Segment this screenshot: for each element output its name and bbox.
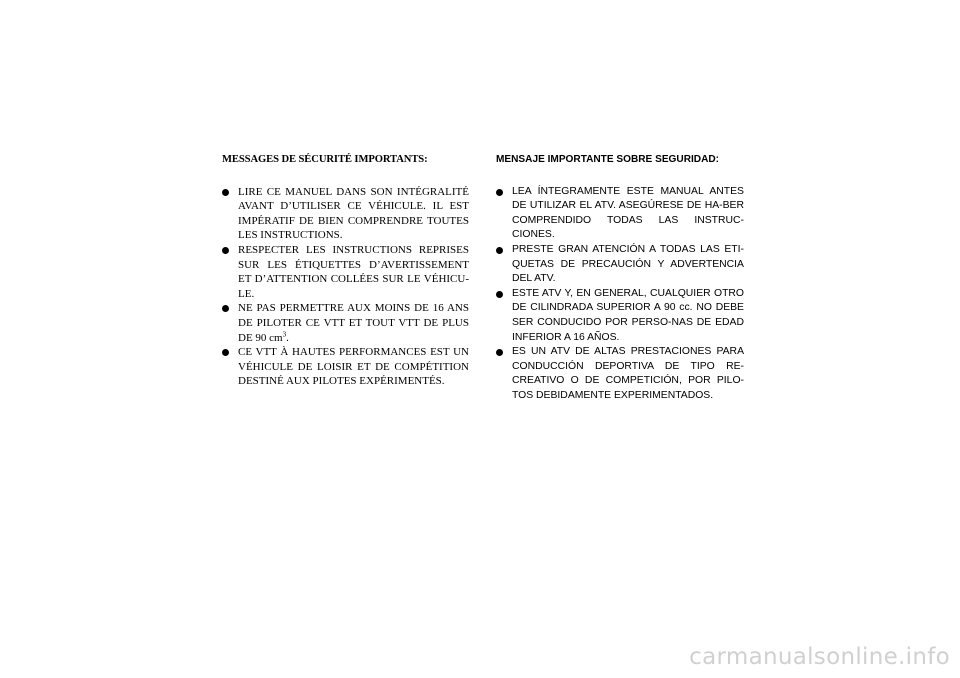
bullet-dot-icon — [496, 247, 503, 254]
bullet-dot-icon — [496, 349, 503, 356]
spanish-item-4-text: ES UN ATV DE ALTAS PRESTACIONES PARA CONDUCCIÓN DEPORTIVA DE TIPO RE-CREATIVO O DE COMPETICIÓN, POR PILO-TOS DEBIDAMENTE EXPERIMENTADOS. — [512, 346, 744, 401]
french-item-2 — [222, 243, 469, 301]
french-bullet-list — [222, 185, 469, 389]
bullet-dot-icon — [222, 349, 229, 356]
french-item-1-text: LIRE CE MANUEL DANS SON INTÉGRALITÉ AVANT D’UTILISER CE VÉHICULE. IL EST IMPÉRATIF DE BIEN COMPRENDRE TOUTES LES INSTRUCTIONS. — [238, 185, 469, 242]
french-item-4-text: CE VTT À HAUTES PERFORMANCES EST UN VÉHICULE DE LOISIR ET DE COMPÉTITION DESTINÉ AUX PILOTES EXPÉRIMENTÉS. — [238, 346, 469, 388]
french-column — [222, 153, 469, 389]
french-item-3-suffix: . — [286, 331, 289, 344]
spanish-item-2-text: PRESTE GRAN ATENCIÓN A TODAS LAS ETI-QUETAS DE PRECAUCIÓN Y ADVERTENCIA DEL ATV. — [512, 243, 744, 285]
bullet-dot-icon — [222, 189, 229, 196]
french-item-2-text: RESPECTER LES INSTRUCTIONS REPRISES SUR LES ÉTIQUETTES D’AVERTISSEMENT ET D’ATTENTION COLLÉES SUR LE VÉHICU-LE. — [238, 243, 469, 300]
bullet-dot-icon — [496, 189, 503, 196]
french-heading: MESSAGES DE SÉCURITÉ IMPORTANTS: — [222, 154, 428, 165]
spanish-item-1-text: LEA ÍNTEGRAMENTE ESTE MANUAL ANTES DE UTILIZAR EL ATV. ASEGÚRESE DE HA-BER COMPRENDIDO TODAS LAS INSTRUC-CIONES. — [512, 185, 744, 241]
spanish-heading: MENSAJE IMPORTANTE SOBRE SEGURIDAD: — [496, 154, 720, 165]
spanish-item-3 — [496, 287, 744, 345]
french-item-3 — [222, 301, 469, 345]
bullet-dot-icon — [222, 247, 229, 254]
spanish-item-1 — [496, 185, 744, 243]
french-item-4 — [222, 345, 469, 389]
french-item-1 — [222, 185, 469, 243]
spanish-item-4 — [496, 345, 744, 403]
bullet-dot-icon — [496, 291, 503, 298]
spanish-item-2 — [496, 243, 744, 287]
bullet-dot-icon — [222, 305, 229, 312]
french-item-3-text: NE PAS PERMETTRE AUX MOINS DE 16 ANS DE PILOTER CE VTT ET TOUT VTT DE PLUS DE 90 cm — [238, 302, 469, 344]
watermark: carmanualsonline.info — [689, 644, 950, 670]
spanish-column — [496, 153, 744, 404]
spanish-item-3-text: ESTE ATV Y, EN GENERAL, CUALQUIER OTRO DE CILINDRADA SUPERIOR A 90 cc. NO DEBE SER CONDUCIDO POR PERSO-NAS DE EDAD INFERIOR A 16 AÑOS. — [512, 287, 744, 343]
french-item-3-superscript: 3 — [282, 329, 287, 338]
spanish-bullet-list — [496, 185, 744, 404]
